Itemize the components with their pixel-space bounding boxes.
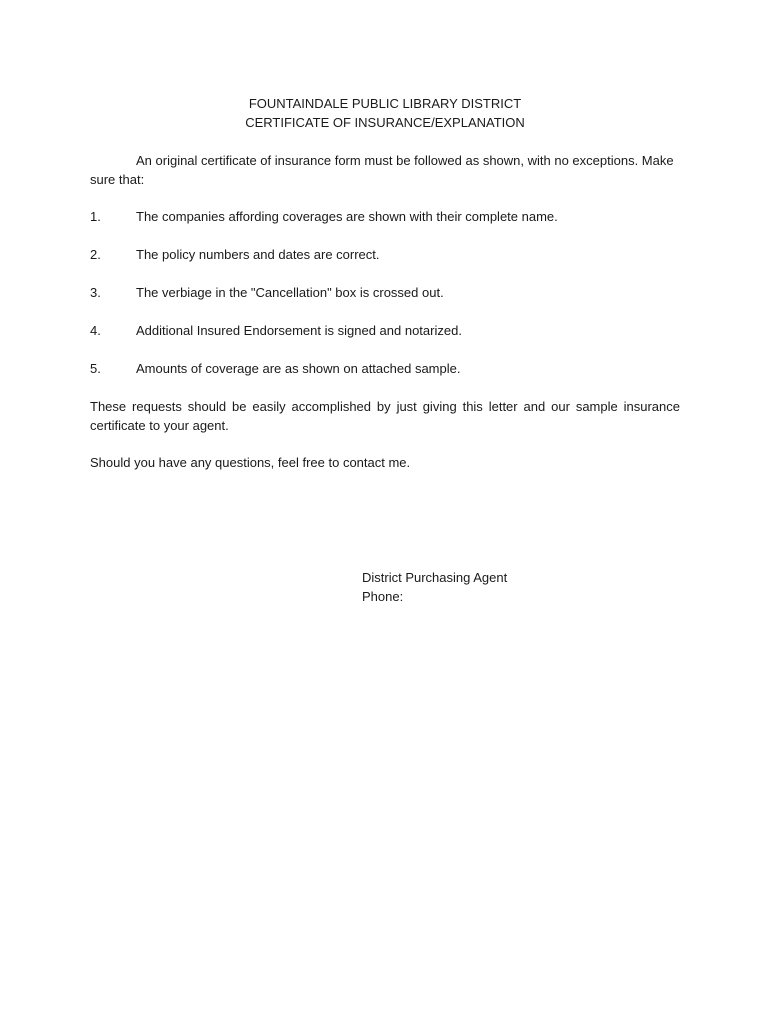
list-item-text: The verbiage in the "Cancellation" box is crossed out. [136,285,444,300]
list-item [90,207,680,226]
list-item-number: 1. [90,209,101,224]
document-title: CERTIFICATE OF INSURANCE/EXPLANATION [245,115,525,130]
list-item-number: 2. [90,247,101,262]
intro-text: An original certificate of insurance form must be followed as shown, with no exceptions. Make sure that: [90,153,674,187]
questions-paragraph: Should you have any questions, feel free to contact me. [90,455,411,470]
requests-paragraph: These requests should be easily accomplished by just giving this letter and our sample insurance certificate to your agent. [90,399,680,433]
list-item [90,321,680,340]
phone-label: Phone: [362,589,404,604]
list-item-text: Additional Insured Endorsement is signed and notarized. [136,323,462,338]
list-item [90,359,680,378]
list-item-text: Amounts of coverage are as shown on attached sample. [136,361,461,376]
document-header [0,94,770,132]
intro-paragraph [90,151,680,189]
list-item-text: The policy numbers and dates are correct. [136,247,380,262]
requirements-list [90,207,680,397]
signature-block [362,568,662,606]
list-item-number: 5. [90,361,101,376]
list-item-number: 4. [90,323,101,338]
list-item [90,283,680,302]
signer-role: District Purchasing Agent [362,570,508,585]
list-item-number: 3. [90,285,101,300]
organization-name: FOUNTAINDALE PUBLIC LIBRARY DISTRICT [248,96,522,111]
list-item-text: The companies affording coverages are shown with their complete name. [136,209,558,224]
list-item [90,245,680,264]
